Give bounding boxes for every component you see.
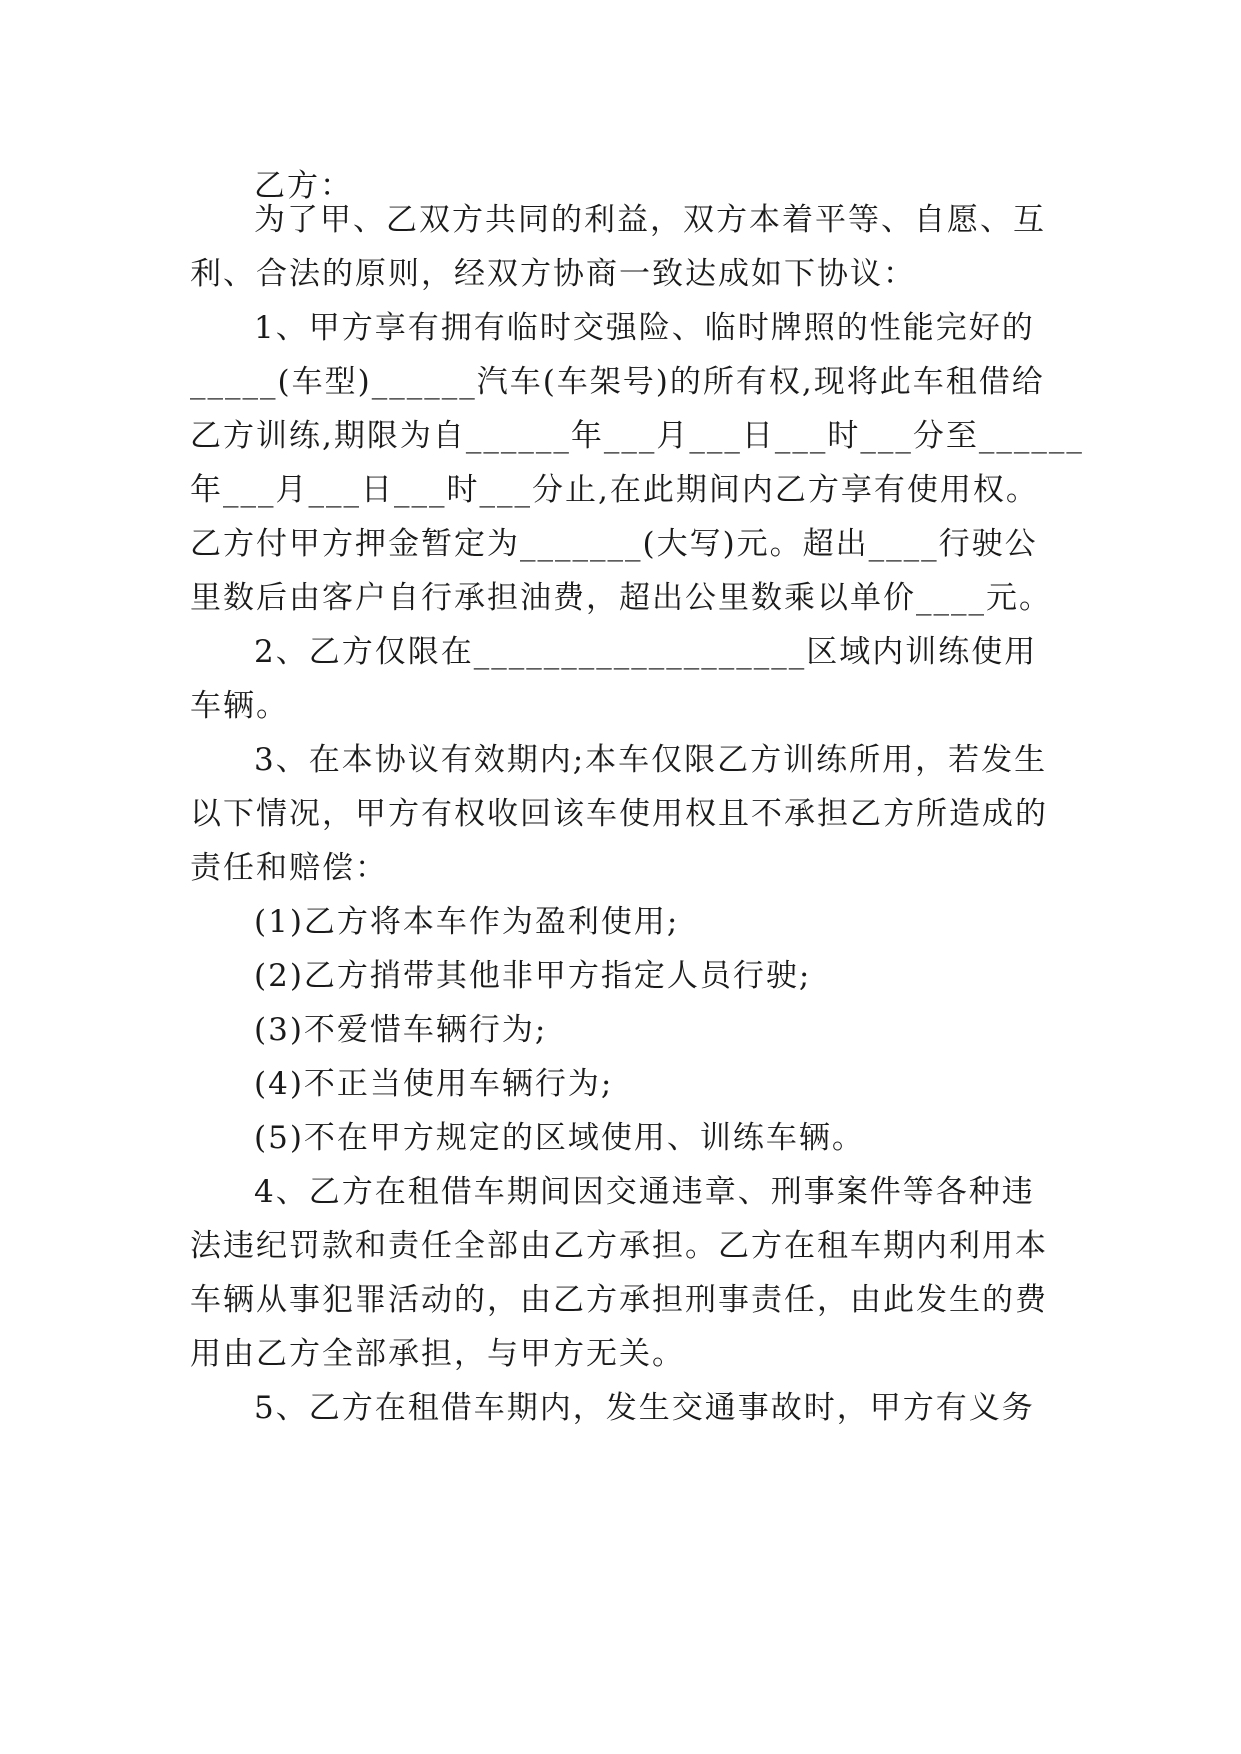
clause-5-line: 5、乙方在租借车期内，发生交通事故时，甲方有义务 [254, 1390, 1035, 1426]
clause-2-line: 2、乙方仅限在___________________区域内训练使用 [254, 634, 1038, 670]
clause-3-item: (1)乙方将本车作为盈利使用; [254, 904, 680, 940]
clause-3-line: 责任和赔偿： [190, 850, 388, 886]
party-b-label: 乙方： [254, 168, 353, 204]
clause-3-item: (4)不正当使用车辆行为; [254, 1066, 614, 1102]
clause-4-line: 车辆从事犯罪活动的，由乙方承担刑事责任，由此发生的费 [190, 1282, 1048, 1318]
clause-4-line: 法违纪罚款和责任全部由乙方承担。乙方在租车期内利用本 [190, 1228, 1048, 1264]
clause-3-item: (5)不在甲方规定的区域使用、训练车辆。 [254, 1120, 865, 1156]
clause-1-line: 年___月___日___时___分止,在此期间内乙方享有使用权。 [190, 472, 1039, 508]
clause-1-line: _____(车型)______汽车(车架号)的所有权,现将此车租借给 [190, 364, 1045, 400]
clause-3-line: 以下情况，甲方有权收回该车使用权且不承担乙方所造成的 [190, 796, 1048, 832]
clause-1-line: 乙方训练,期限为自______年___月___日___时___分至______ [190, 418, 1084, 454]
intro-paragraph-line: 为了甲、乙双方共同的利益，双方本着平等、自愿、互 [254, 202, 1046, 238]
intro-paragraph-line: 利、合法的原则，经双方协商一致达成如下协议： [190, 256, 916, 292]
clause-4-line: 4、乙方在租借车期间因交通违章、刑事案件等各种违 [254, 1174, 1035, 1210]
clause-1-line: 乙方付甲方押金暂定为_______(大写)元。超出____行驶公 [190, 526, 1038, 562]
clause-4-line: 用由乙方全部承担，与甲方无关。 [190, 1336, 685, 1372]
clause-1-line: 里数后由客户自行承担油费，超出公里数乘以单价____元。 [190, 580, 1052, 616]
clause-3-line: 3、在本协议有效期内;本车仅限乙方训练所用，若发生 [254, 742, 1048, 778]
clause-2-line: 车辆。 [190, 688, 289, 724]
clause-3-item: (2)乙方捎带其他非甲方指定人员行驶; [254, 958, 812, 994]
clause-1-line: 1、甲方享有拥有临时交强险、临时牌照的性能完好的 [254, 310, 1035, 346]
clause-3-item: (3)不爱惜车辆行为; [254, 1012, 548, 1048]
